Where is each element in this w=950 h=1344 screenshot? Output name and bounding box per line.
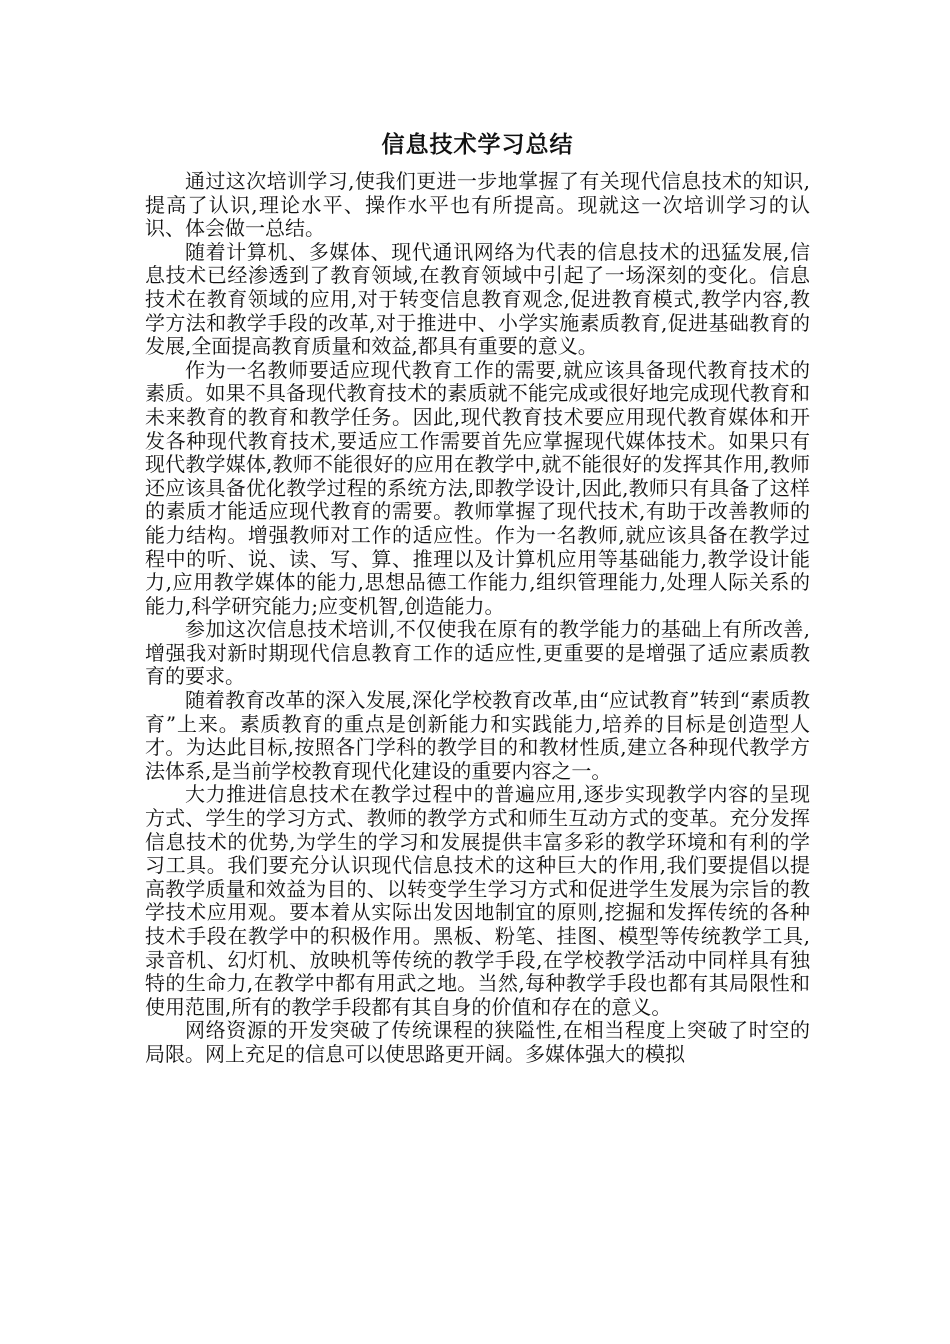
paragraph-5: 随着教育改革的深入发展,深化学校教育改革,由“应试教育”转到“素质教育”上来。素质教育的重点是创新能力和实践能力,培养的目标是创造型人才。为达此目标,按照各门学科的教学目的和教材性质,建立各种现代教学方法体系,是当前学校教育现代化建设的重要内容之一。 bbox=[145, 688, 810, 783]
paragraph-6: 大力推进信息技术在教学过程中的普遍应用,逐步实现教学内容的呈现方式、学生的学习方式、教师的教学方式和师生互动方式的变革。充分发挥信息技术的优势,为学生的学习和发展提供丰富多彩的教学环境和有利的学习工具。我们要充分认识现代信息技术的这种巨大的作用,我们要提倡以提高教学质量和效益为目的、以转变学生学习方式和促进学生发展为宗旨的教学技术应用观。要本着从实际出发因地制宜的原则,挖掘和发挥传统的各种技术手段在教学中的积极作用。黑板、粉笔、挂图、模型等传统教学工具,录音机、幻灯机、放映机等传统的教学手段,在学校教学活动中同样具有独特的生命力,在教学中都有用武之地。当然,每种教学手段也都有其局限性和使用范围,所有的教学手段都有其自身的价值和存在的意义。 bbox=[145, 782, 810, 1019]
paragraph-4: 参加这次信息技术培训,不仅使我在原有的教学能力的基础上有所改善,增强我对新时期现代信息教育工作的适应性,更重要的是增强了适应素质教育的要求。 bbox=[145, 617, 810, 689]
paragraph-3: 作为一名教师要适应现代教育工作的需要,就应该具备现代教育技术的素质。如果不具备现代教育技术的素质就不能完成或很好地完成现代教育和未来教育的教育和教学任务。因此,现代教育技术要应用现代教育媒体和开发各种现代教育技术,要适应工作需要首先应掌握现代媒体技术。如果只有现代教学媒体,教师不能很好的应用在教学中,就不能很好的发挥其作用,教师还应该具备优化教学过程的系统方法,即教学设计,因此,教师只有具备了这样的素质才能适应现代教育的需要。教师掌握了现代技术,有助于改善教师的能力结构。增强教师对工作的适应性。作为一名教师,就应该具备在教学过程中的听、说、读、写、算、推理以及计算机应用等基础能力,教学设计能力,应用教学媒体的能力,思想品德工作能力,组织管理能力,处理人际关系的能力,科学研究能力;应变机智,创造能力。 bbox=[145, 357, 810, 618]
paragraph-7: 网络资源的开发突破了传统课程的狭隘性,在相当程度上突破了时空的局限。网上充足的信息可以使思路更开阔。多媒体强大的模拟 bbox=[145, 1018, 810, 1066]
document-title: 信息技术学习总结 bbox=[381, 132, 574, 158]
document-page bbox=[145, 130, 810, 1067]
paragraph-1: 通过这次培训学习,使我们更进一步地掌握了有关现代信息技术的知识,提高了认识,理论水平、操作水平也有所提高。现就这一次培训学习的认识、体会做一总结。 bbox=[145, 169, 810, 241]
paragraph-2: 随着计算机、多媒体、现代通讯网络为代表的信息技术的迅猛发展,信息技术已经渗透到了教育领域,在教育领域中引起了一场深刻的变化。信息技术在教育领域的应用,对于转变信息教育观念,促进教育模式,教学内容,教学方法和教学手段的改革,对于推进中、小学实施素质教育,促进基础教育的发展,全面提高教育质量和效益,都具有重要的意义。 bbox=[145, 239, 810, 359]
